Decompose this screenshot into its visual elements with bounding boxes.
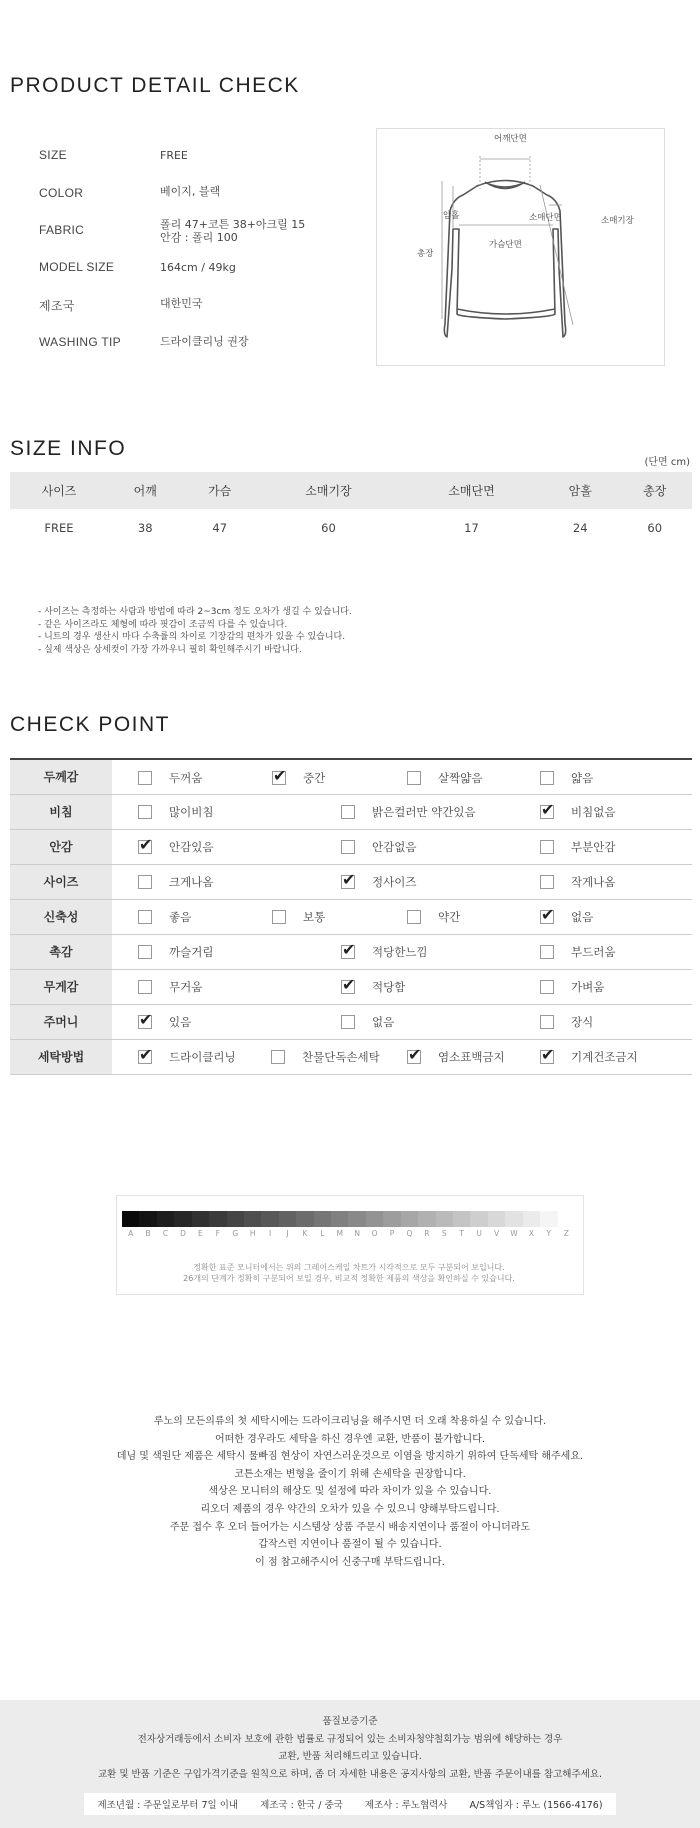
check-option[interactable] (138, 865, 213, 900)
grayscale-swatch (523, 1211, 540, 1227)
grayscale-swatch (192, 1211, 209, 1227)
grayscale-letter: V (494, 1229, 500, 1238)
diagram-label-shoulder: 어깨단면 (494, 134, 527, 144)
check-point-label: 안감 (10, 829, 112, 864)
check-option-label: 작게나옴 (571, 875, 616, 889)
size-table (10, 472, 692, 546)
check-point-options (112, 899, 692, 934)
check-option-label: 많이비침 (169, 805, 214, 819)
check-option[interactable] (540, 865, 615, 900)
size-header-armhole: 암홀 (543, 472, 617, 509)
size-cell: FREE (44, 520, 74, 535)
check-option-label: 중간 (303, 770, 326, 785)
grayscale-letter: X (528, 1229, 534, 1238)
size-info-title: SIZE INFO (10, 437, 127, 460)
grayscale-swatch (366, 1211, 383, 1227)
grayscale-letter: A (128, 1229, 134, 1238)
notice-line: 색상은 모니터의 해상도 및 설정에 따라 차이가 있을 수 있습니다. (208, 1486, 492, 1498)
checkbox-checked-icon[interactable] (540, 910, 554, 924)
check-point-label: 사이즈 (10, 864, 112, 899)
grayscale-letter: G (232, 1229, 239, 1238)
check-option-label: 보통 (303, 910, 326, 924)
grayscale-letter: W (510, 1229, 518, 1238)
grayscale-letters (122, 1229, 575, 1238)
grayscale-letter: J (286, 1229, 289, 1238)
check-point-table (10, 758, 692, 1075)
check-option[interactable] (407, 900, 460, 935)
grayscale-swatch (314, 1211, 331, 1227)
check-option-label: 크게나옴 (169, 875, 214, 889)
grayscale-swatch (157, 1211, 174, 1227)
check-point-label: 세탁방법 (10, 1039, 112, 1074)
check-point-options (112, 794, 692, 829)
check-point-label: 촉감 (10, 934, 112, 969)
spec-label-origin: 제조국 (39, 299, 75, 313)
checkbox-empty-icon[interactable] (407, 771, 421, 785)
check-option-label: 없음 (372, 1015, 395, 1029)
check-point-label: 무게감 (10, 969, 112, 1004)
manufacturer-info (84, 1793, 616, 1815)
check-point-options (112, 969, 692, 1004)
check-option[interactable] (341, 795, 476, 830)
grayscale-letter: Z (563, 1229, 569, 1238)
check-point-row (10, 1039, 692, 1074)
footer-line: 교환, 반품 처리해드리고 있습니다. (278, 1751, 422, 1762)
check-option-label: 부분안감 (571, 840, 616, 854)
checkbox-checked-icon[interactable] (407, 1050, 421, 1064)
checkbox-checked-icon[interactable] (341, 980, 355, 994)
checkbox-empty-icon[interactable] (341, 1015, 355, 1029)
size-note: - 같은 사이즈라도 체형에 따라 핏감이 조금씩 다를 수 있습니다. (38, 619, 288, 630)
grayscale-letter: F (215, 1229, 220, 1238)
checkbox-empty-icon[interactable] (540, 945, 554, 959)
grayscale-swatch (383, 1211, 400, 1227)
checkbox-empty-icon[interactable] (138, 945, 152, 959)
spec-label-fabric: FABRIC (39, 223, 85, 237)
check-option[interactable] (272, 900, 325, 935)
checkbox-empty-icon[interactable] (341, 805, 355, 819)
check-option-label: 적당한느낌 (372, 945, 428, 959)
check-option[interactable] (407, 1040, 505, 1075)
checkbox-empty-icon[interactable] (138, 980, 152, 994)
spec-label-size: SIZE (39, 148, 67, 162)
footer-line: 교환 및 반품 기준은 구입가격기준을 원칙으로 하며, 좀 더 자세한 내용은 공지사항의 교환, 반품 주문이내를 참고해주세요. (97, 1768, 603, 1780)
check-option-label: 부드러움 (571, 945, 616, 959)
check-option-label: 얇음 (571, 770, 594, 785)
grayscale-letter: C (162, 1229, 169, 1238)
check-option[interactable] (341, 1005, 394, 1040)
size-header-sleeve-width: 소매단면 (400, 472, 543, 509)
grayscale-note-line: 정확한 표준 모니터에서는 위의 그레이스케일 차트가 시각적으로 모두 구분되어 보입니다. (193, 1263, 505, 1272)
notice-line: 갑작스런 지연이나 품절이 될 수 있습니다. (258, 1539, 442, 1551)
checkbox-checked-icon[interactable] (540, 1050, 554, 1064)
spec-value-color: 베이지, 블랙 (160, 185, 221, 198)
check-option[interactable] (540, 1005, 593, 1040)
notice-line: 어떠한 경우라도 세탁을 하신 경우엔 교환, 반품이 불가합니다. (214, 1433, 486, 1445)
info-manufacturer: 제조사 : 루노협력사 (364, 1800, 448, 1811)
grayscale-swatch (227, 1211, 244, 1227)
checkbox-empty-icon[interactable] (138, 805, 152, 819)
check-option[interactable] (138, 1005, 191, 1040)
check-option-label: 무거움 (169, 980, 203, 994)
check-point-label: 비침 (10, 794, 112, 829)
spec-label-color: COLOR (39, 186, 84, 200)
check-option-label: 밝은컬러만 약간있음 (372, 805, 476, 819)
check-option-label: 기계건조금지 (571, 1050, 638, 1064)
spec-value-origin: 대한민국 (160, 297, 203, 310)
check-option-label: 가벼움 (571, 980, 605, 994)
size-note: - 실제 색상은 상세컷이 가장 가까우니 필히 확인해주시기 바랍니다. (38, 644, 302, 655)
checkbox-checked-icon[interactable] (341, 875, 355, 889)
grayscale-letter: L (320, 1229, 325, 1238)
checkbox-empty-icon[interactable] (540, 840, 554, 854)
check-point-row (10, 899, 692, 934)
spec-label-model-size: MODEL SIZE (39, 260, 115, 274)
size-cell: 47 (212, 520, 228, 535)
grayscale-letter: U (476, 1229, 482, 1238)
check-option[interactable] (272, 760, 325, 795)
size-header-shoulder: 어깨 (108, 472, 182, 509)
check-option-label: 좋음 (169, 910, 192, 924)
grayscale-letter: N (354, 1229, 360, 1238)
diagram-label-sleeve-length: 소매기장 (601, 216, 634, 226)
check-option-label: 안감없음 (372, 840, 417, 854)
check-point-row (10, 864, 692, 899)
footer-line: 전자상거래등에서 소비자 보호에 관한 법률로 규정되어 있는 소비자청약철회가능 범위에 해당하는 경우 (137, 1733, 563, 1745)
notice-line: 주문 접수 후 오더 들어가는 시스템상 상품 주문시 배송지연이나 품절이 아니더라도 (169, 1521, 531, 1533)
grayscale-swatch (139, 1211, 156, 1227)
diagram-label-chest: 가슴단면 (489, 240, 522, 250)
spec-value-size: FREE (160, 149, 188, 162)
grayscale-bar (122, 1211, 575, 1227)
grayscale-note (116, 1262, 582, 1284)
notice-line: 루노의 모든의류의 첫 세탁시에는 드라이크리닝을 해주시면 더 오래 착용하실 수 있습니다. (153, 1416, 547, 1427)
check-option-label: 두꺼움 (169, 770, 203, 785)
check-option[interactable] (138, 1040, 236, 1075)
check-point-row (10, 969, 692, 1004)
grayscale-swatch (453, 1211, 470, 1227)
grayscale-letter: H (249, 1229, 256, 1238)
info-as-contact: A/S책임자 : 루노 (1566-4176) (469, 1800, 603, 1811)
check-option-label: 찬물단독손세탁 (302, 1050, 380, 1064)
grayscale-swatch (488, 1211, 505, 1227)
size-note: - 니트의 경우 생산시 마다 수축률의 차이로 기장감의 편차가 있을 수 있습니다. (38, 632, 346, 643)
check-option[interactable] (341, 935, 428, 970)
grayscale-letter: M (336, 1229, 344, 1238)
checkbox-empty-icon[interactable] (138, 771, 152, 785)
grayscale-letter: D (180, 1229, 186, 1238)
grayscale-swatch (209, 1211, 226, 1227)
size-header-sleeve-length: 소매기장 (257, 472, 400, 509)
grayscale-letter: R (424, 1229, 430, 1238)
checkbox-checked-icon[interactable] (138, 1015, 152, 1029)
check-option-label: 염소표백금지 (438, 1050, 505, 1064)
checkbox-checked-icon[interactable] (138, 1050, 152, 1064)
check-point-options (112, 759, 692, 794)
grayscale-swatch (348, 1211, 365, 1227)
spec-value-fabric: 폴리 47+코튼 38+아크릴 15 (160, 218, 306, 231)
grayscale-letter: O (371, 1229, 378, 1238)
check-option[interactable] (138, 830, 213, 865)
notice-line: 코튼소재는 변형을 줄이기 위해 손세탁을 권장합니다. (234, 1468, 466, 1480)
check-option[interactable] (138, 900, 191, 935)
spec-value-fabric-lining: 안감 : 폴리 100 (160, 231, 238, 244)
grayscale-letter: P (389, 1229, 395, 1238)
check-option-label: 장식 (571, 1015, 594, 1029)
grayscale-swatch (401, 1211, 418, 1227)
check-point-row (10, 1004, 692, 1039)
spec-label-washing-tip: WASHING TIP (39, 335, 121, 349)
checkbox-empty-icon[interactable] (540, 875, 554, 889)
grayscale-swatch (470, 1211, 487, 1227)
diagram-label-sleeve-width: 소매단면 (529, 213, 562, 223)
spec-value-model-size: 164cm / 49kg (160, 261, 236, 274)
check-option[interactable] (407, 760, 482, 795)
check-option[interactable] (540, 1040, 638, 1075)
table-row (10, 509, 692, 546)
check-option-label: 드라이클리닝 (169, 1050, 236, 1064)
check-point-options (112, 829, 692, 864)
grayscale-swatch (296, 1211, 313, 1227)
checkbox-empty-icon[interactable] (138, 875, 152, 889)
checkbox-empty-icon[interactable] (138, 910, 152, 924)
checkbox-checked-icon[interactable] (540, 805, 554, 819)
size-header-size: 사이즈 (10, 472, 108, 509)
check-point-row (10, 934, 692, 969)
grayscale-letter: T (459, 1229, 465, 1238)
check-option[interactable] (540, 760, 593, 795)
grayscale-letter: I (268, 1229, 272, 1238)
info-country: 제조국 : 한국 / 중국 (260, 1800, 343, 1811)
size-cell: 60 (321, 520, 336, 535)
check-point-options (112, 1004, 692, 1039)
grayscale-swatch (418, 1211, 435, 1227)
spec-value-washing-tip: 드라이클리닝 권장 (160, 335, 249, 348)
check-option[interactable] (138, 760, 202, 795)
grayscale-swatch (436, 1211, 453, 1227)
checkbox-checked-icon[interactable] (272, 771, 286, 785)
notice-line: 데님 및 색원단 제품은 세탁시 물빠짐 현상이 자연스러운것으로 이염을 방지하기 위하여 단독세탁 해주세요. (116, 1451, 584, 1463)
check-option[interactable] (271, 1040, 380, 1075)
check-point-row (10, 794, 692, 829)
check-option[interactable] (138, 935, 213, 970)
checkbox-empty-icon[interactable] (271, 1050, 285, 1064)
check-point-label: 주머니 (10, 1004, 112, 1039)
garment-diagram (376, 128, 665, 366)
grayscale-swatch (505, 1211, 522, 1227)
checkbox-checked-icon[interactable] (341, 945, 355, 959)
checkbox-empty-icon[interactable] (341, 840, 355, 854)
check-option-label: 없음 (571, 910, 594, 924)
check-point-title: CHECK POINT (10, 713, 171, 736)
check-option-label: 안감있음 (169, 840, 214, 854)
grayscale-swatch (174, 1211, 191, 1227)
check-option[interactable] (540, 900, 593, 935)
checkbox-empty-icon[interactable] (272, 910, 286, 924)
size-header-length: 총장 (617, 472, 692, 509)
grayscale-swatch (558, 1211, 575, 1227)
check-point-options (112, 864, 692, 899)
detail-section-title: PRODUCT DETAIL CHECK (10, 74, 300, 97)
diagram-label-length: 총장 (417, 249, 434, 259)
diagram-label-armhole: 암홀 (443, 211, 460, 221)
quality-guarantee-text (0, 1713, 700, 1783)
grayscale-swatch (122, 1211, 139, 1227)
check-option[interactable] (540, 795, 615, 830)
checkbox-empty-icon[interactable] (407, 910, 421, 924)
checkbox-empty-icon[interactable] (540, 1015, 554, 1029)
size-cell: 38 (137, 520, 153, 535)
size-cell: 60 (647, 520, 663, 535)
checkbox-empty-icon[interactable] (540, 771, 554, 785)
check-option-label: 살짝얇음 (438, 770, 483, 785)
size-header-chest: 가슴 (182, 472, 256, 509)
check-point-label: 두께감 (10, 759, 112, 794)
info-manufacture-date: 제조년월 : 주문일로부터 7일 이내 (97, 1800, 239, 1811)
grayscale-letter: B (145, 1229, 151, 1238)
check-option-label: 있음 (169, 1015, 192, 1029)
grayscale-swatch (244, 1211, 261, 1227)
size-cell: 24 (572, 520, 588, 535)
grayscale-letter: S (441, 1229, 447, 1238)
check-option[interactable] (138, 795, 213, 830)
check-option-label: 적당함 (372, 980, 406, 994)
check-option[interactable] (341, 830, 416, 865)
check-point-row (10, 829, 692, 864)
check-option-label: 비침없음 (571, 805, 616, 819)
check-option-label: 까슬거림 (169, 945, 214, 959)
care-notice (0, 1413, 700, 1571)
grayscale-letter: K (302, 1229, 308, 1238)
size-note: - 사이즈는 측정하는 사람과 방법에 따라 2~3cm 정도 오차가 생길 수 있습니다. (38, 607, 352, 617)
grayscale-letter: Q (406, 1229, 413, 1238)
check-option[interactable] (138, 970, 202, 1005)
check-point-options (112, 1039, 692, 1074)
size-unit-label: (단면 cm) (644, 457, 690, 468)
check-option-label: 정사이즈 (372, 875, 417, 889)
check-option[interactable] (341, 970, 405, 1005)
check-option[interactable] (540, 830, 615, 865)
check-option[interactable] (540, 970, 604, 1005)
grayscale-letter: E (198, 1229, 203, 1238)
grayscale-letter: Y (546, 1229, 552, 1238)
check-point-row (10, 759, 692, 794)
check-option-label: 약간 (438, 910, 461, 924)
grayscale-note-line: 26개의 단계가 정확히 구분되어 보일 경우, 비교적 정확한 제품의 색상을 확인하실 수 있습니다. (183, 1274, 515, 1283)
check-point-options (112, 934, 692, 969)
check-option[interactable] (341, 865, 416, 900)
size-cell: 17 (464, 520, 479, 535)
grayscale-swatch (279, 1211, 296, 1227)
footer-heading: 품질보증기준 (322, 1716, 378, 1727)
check-option[interactable] (540, 935, 615, 970)
grayscale-swatch (540, 1211, 557, 1227)
grayscale-swatch (261, 1211, 278, 1227)
checkbox-checked-icon[interactable] (138, 840, 152, 854)
checkbox-empty-icon[interactable] (540, 980, 554, 994)
notice-line: 이 점 참고해주시어 신중구매 부탁드립니다. (255, 1556, 445, 1568)
notice-line: 리오더 제품의 경우 약간의 오차가 있을 수 있으니 양해부탁드립니다. (200, 1503, 500, 1515)
grayscale-swatch (331, 1211, 348, 1227)
check-point-label: 신축성 (10, 899, 112, 934)
size-notes (38, 606, 352, 656)
